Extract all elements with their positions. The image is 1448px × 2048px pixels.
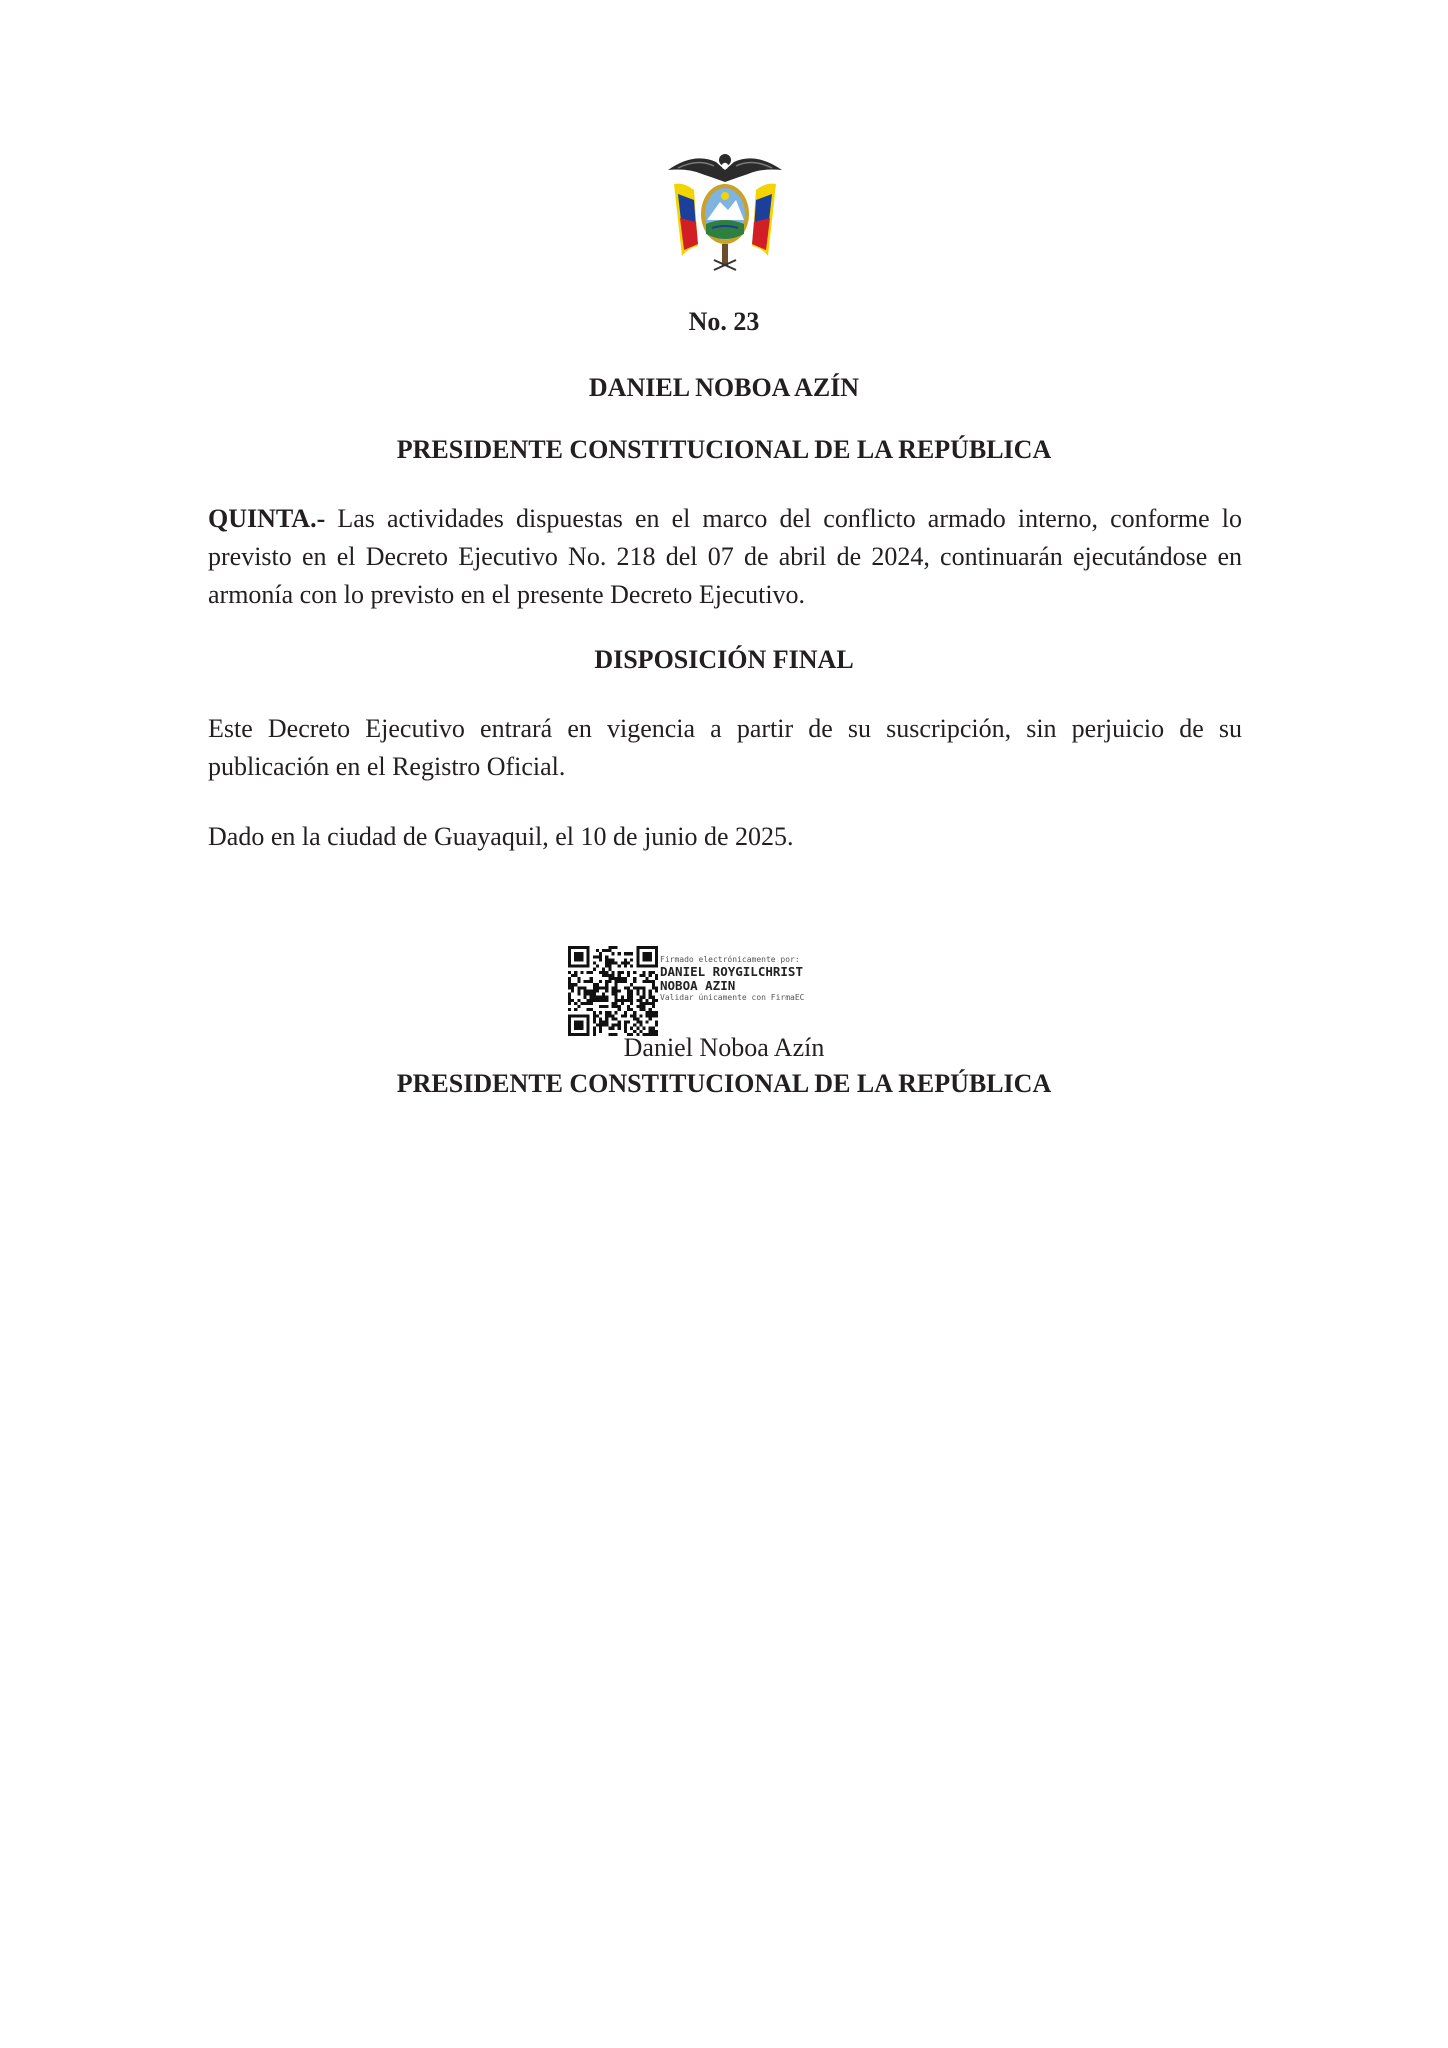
electronic-signature-stamp xyxy=(660,955,805,1003)
signatory-name: Daniel Noboa Azín xyxy=(623,1033,825,1062)
article-quinta xyxy=(208,500,1242,614)
article-quinta-text: Las actividades dispuestas en el marco del conflicto armado interno, conforme lo previsto en el Decreto Ejecutivo No. 218 del 07 de abril de 2024, continuarán ejecutándose en armonía con lo previsto en el presente Decreto Ejecutivo. xyxy=(208,504,1242,609)
validation-note: Validar únicamente con FirmaEC xyxy=(660,993,805,1002)
signatory-title: PRESIDENTE CONSTITUCIONAL DE LA REPÚBLICA xyxy=(396,1069,1052,1098)
qr-code-icon xyxy=(568,946,658,1036)
date-line: Dado en la ciudad de Guayaquil, el 10 de junio de 2025. xyxy=(208,822,794,851)
signer-name-line2: NOBOA AZIN xyxy=(660,978,736,993)
final-disposition-text: Este Decreto Ejecutivo entrará en vigencia a partir de su suscripción, sin perjuicio de su publicación en el Registro Oficial. xyxy=(208,714,1242,781)
coat-of-arms-icon xyxy=(664,148,786,278)
signer-name-line1: DANIEL ROYGILCHRIST xyxy=(660,964,803,979)
president-title-heading: PRESIDENTE CONSTITUCIONAL DE LA REPÚBLICA xyxy=(396,435,1052,464)
article-quinta-label: QUINTA.- xyxy=(208,504,326,533)
signed-by-label: Firmado electrónicamente por: xyxy=(660,955,800,964)
decree-number: No. 23 xyxy=(688,307,760,336)
final-disposition-heading: DISPOSICIÓN FINAL xyxy=(594,645,854,674)
president-name-heading: DANIEL NOBOA AZÍN xyxy=(588,373,860,402)
